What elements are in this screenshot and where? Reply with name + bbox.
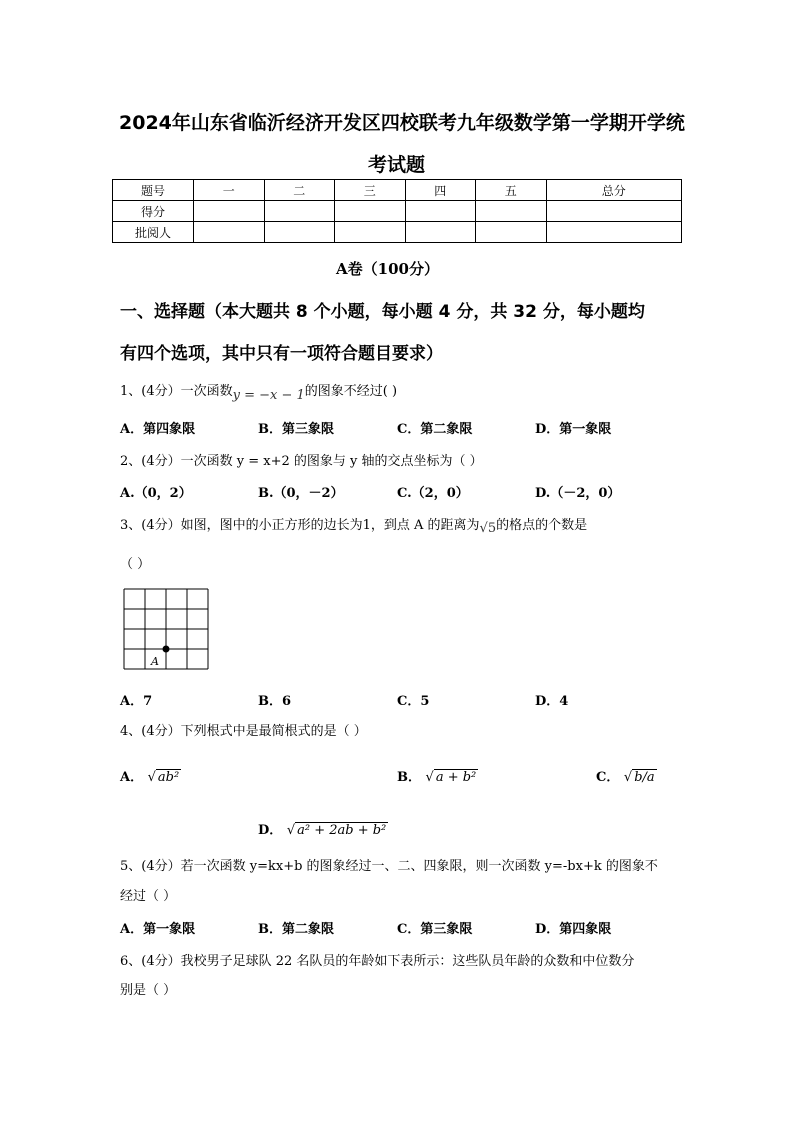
question-3-paren: （ ）: [120, 557, 151, 572]
grader-field[interactable]: [194, 222, 265, 243]
q4-option-c-label: C．: [596, 770, 620, 785]
question-2: 2、(4分）一次函数 y = x+2 的图象与 y 轴的交点坐标为（ ）: [120, 454, 483, 469]
q4-option-d-label: D．: [258, 823, 283, 838]
question-1: [120, 380, 398, 403]
question-6-line1: 6、(4分）我校男子足球队 22 名队员的年龄如下表所示：这些队员年龄的众数和中位数分: [120, 954, 635, 969]
section-heading-line2: 有四个选项，其中只有一项符合题目要求）: [120, 344, 443, 364]
score-field[interactable]: [335, 201, 406, 222]
score-table-cell: 二: [264, 180, 335, 201]
point-a-dot: [163, 646, 170, 653]
q4-option-b[interactable]: [397, 766, 478, 785]
score-table: [112, 179, 682, 243]
q4-option-c-radicand: b/a: [634, 770, 655, 785]
q2-option-b[interactable]: B.（0，－2）: [258, 486, 344, 501]
score-table-cell: 一: [194, 180, 265, 201]
q4-option-b-radical: √ a + b²: [425, 770, 477, 785]
q4-option-d-radicand: a² + 2ab + b²: [297, 823, 387, 838]
question-5-line2: 经过（ ）: [120, 889, 177, 904]
q4-option-b-radicand: a + b²: [435, 770, 477, 785]
q3-option-b[interactable]: B．6: [258, 694, 292, 709]
grader-field[interactable]: [264, 222, 335, 243]
score-table-cell: 题号: [113, 180, 194, 201]
page-title-line2: 考试题: [368, 154, 426, 176]
q1-option-a[interactable]: A．第四象限: [120, 422, 196, 437]
page-title-line1: 2024年山东省临沂经济开发区四校联考九年级数学第一学期开学统: [119, 112, 685, 134]
grader-field[interactable]: [405, 222, 476, 243]
part-a-heading: A卷（100分）: [336, 260, 439, 278]
question-3-formula: √5: [479, 521, 497, 536]
grader-field[interactable]: [335, 222, 406, 243]
q4-option-b-label: B．: [397, 770, 421, 785]
question-4: 4、(4分）下列根式中是最简根式的是（ ）: [120, 724, 367, 739]
point-a-label: A: [151, 655, 159, 668]
q4-option-c[interactable]: [596, 766, 657, 785]
q2-option-d[interactable]: D.（－2，0）: [535, 486, 621, 501]
question-5-line1: 5、(4分）若一次函数 y=kx+b 的图象经过一、二、四象限，则一次函数 y=-bx+k 的图象不: [120, 859, 658, 874]
section-heading-line1: 一、选择题（本大题共 8 个小题，每小题 4 分，共 32 分，每小题均: [120, 302, 645, 322]
q1-option-d[interactable]: D．第一象限: [535, 422, 612, 437]
score-table-row: [113, 201, 682, 222]
score-table-cell: 五: [476, 180, 547, 201]
score-table-row: [113, 222, 682, 243]
question-6-line2: 别是（ ）: [120, 983, 177, 998]
q4-option-a-radical: √ ab²: [147, 770, 180, 785]
question-3-suffix: 的格点的个数是: [496, 518, 588, 533]
question-1-prefix: 1、(4分）一次函数: [120, 384, 233, 399]
score-field[interactable]: [476, 201, 547, 222]
score-field[interactable]: [264, 201, 335, 222]
question-1-formula: y = −x − 1: [232, 388, 305, 403]
question-3-prefix: 3、(4分）如图，图中的小正方形的边长为1，到点 A 的距离为: [120, 518, 480, 533]
score-table-cell: 批阅人: [113, 222, 194, 243]
q4-option-a[interactable]: [120, 766, 181, 785]
q4-option-d-radical: √ a² + 2ab + b²: [286, 823, 387, 838]
score-table-cell: 四: [405, 180, 476, 201]
q1-option-c[interactable]: C．第二象限: [397, 422, 473, 437]
q4-option-a-label: A．: [120, 770, 144, 785]
q3-option-c[interactable]: C．5: [397, 694, 430, 709]
score-field[interactable]: [405, 201, 476, 222]
q2-option-a[interactable]: A.（0，2）: [120, 486, 192, 501]
q4-option-a-radicand: ab²: [157, 770, 180, 785]
q4-option-c-radical: √ b/a: [623, 770, 655, 785]
score-table-cell: 总分: [546, 180, 682, 201]
q5-option-c[interactable]: C．第三象限: [397, 922, 473, 937]
q2-option-c[interactable]: C.（2，0）: [397, 486, 469, 501]
q1-option-b[interactable]: B．第三象限: [258, 422, 334, 437]
score-field[interactable]: [546, 201, 682, 222]
question-1-suffix: 的图象不经过( ): [304, 384, 398, 399]
q5-option-b[interactable]: B．第二象限: [258, 922, 334, 937]
q3-option-d[interactable]: D．4: [535, 694, 569, 709]
grader-field[interactable]: [476, 222, 547, 243]
q5-option-d[interactable]: D．第四象限: [535, 922, 612, 937]
q4-option-d[interactable]: [258, 819, 388, 838]
question-3: [120, 514, 588, 536]
q5-option-a[interactable]: A．第一象限: [120, 922, 196, 937]
score-field[interactable]: [194, 201, 265, 222]
grid-figure: [123, 588, 211, 672]
score-table-cell: 得分: [113, 201, 194, 222]
score-table-cell: 三: [335, 180, 406, 201]
q3-option-a[interactable]: A．7: [120, 694, 153, 709]
grader-field[interactable]: [546, 222, 682, 243]
score-table-header-row: [113, 180, 682, 201]
